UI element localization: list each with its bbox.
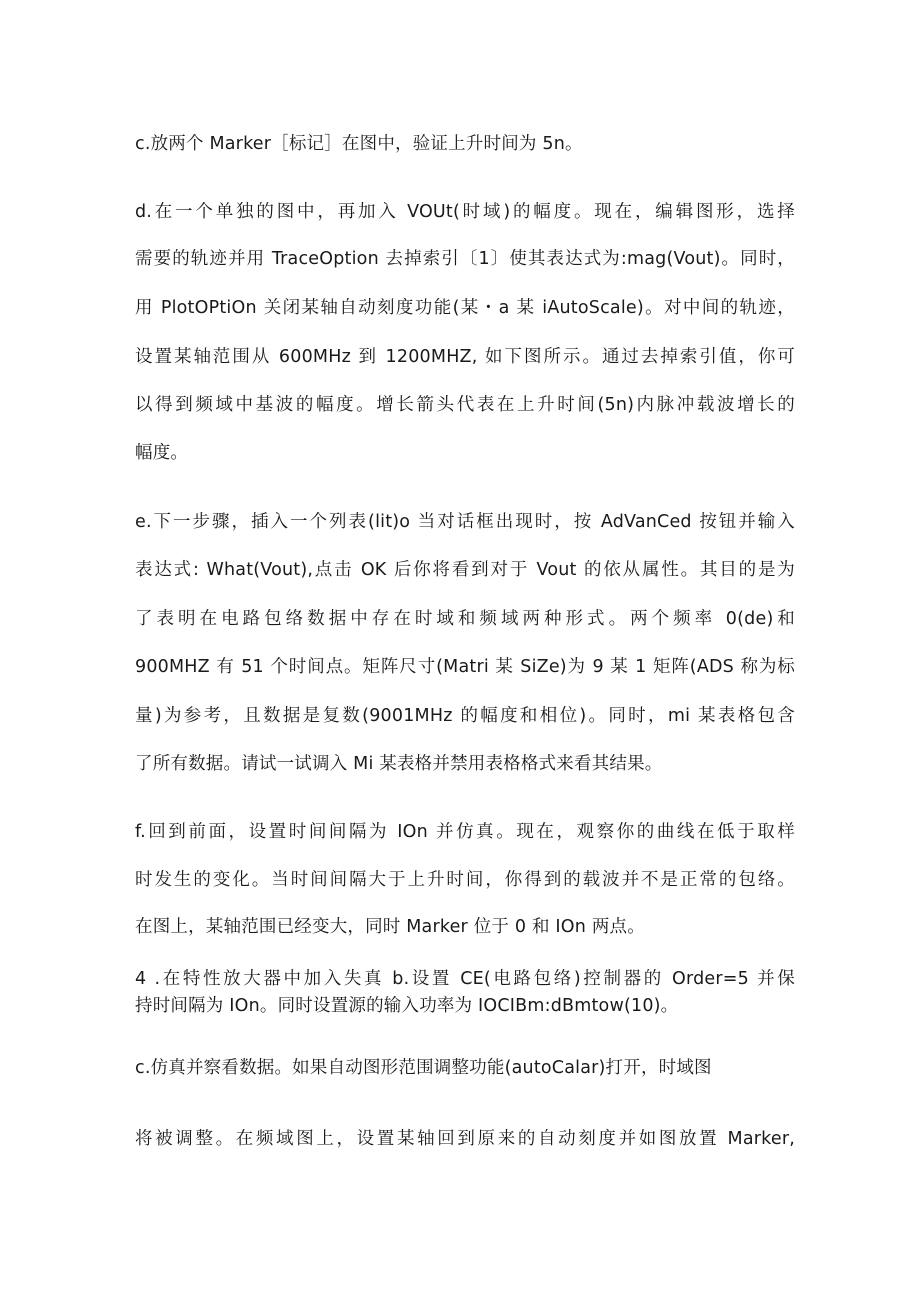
text-line-c-simulate: c.仿真并察看数据。如果自动图形范围调整功能(autoCalar)打开，时域图 bbox=[135, 1058, 712, 1078]
text-line-f-3: 在图上，某轴范围已经变大，同时 Marker 位于 0 和 IOn 两点。 bbox=[135, 917, 645, 937]
text-line-d-5: 以得到频域中基波的幅度。增长箭头代表在上升时间(5n)内脉冲载波增长的 bbox=[135, 395, 795, 415]
text-line-e-5: 量)为参考，且数据是复数(9001MHz 的幅度和相位)。同时，mi 某表格包含 bbox=[135, 706, 795, 726]
text-line-4-2: 持时间隔为 IOn。同时设置源的输入功率为 IOCIBm:dBmtow(10)。 bbox=[135, 996, 679, 1016]
text-line-e-3: 了表明在电路包络数据中存在时域和频域两种形式。两个频率 0(de)和 bbox=[135, 609, 795, 629]
text-line-f-2: 时发生的变化。当时间间隔大于上升时间，你得到的载波并不是正常的包络。 bbox=[135, 870, 795, 890]
text-line-d-4: 设置某轴范围从 600MHz 到 1200MHZ, 如下图所示。通过去掉索引值，你可 bbox=[135, 347, 795, 367]
text-line-d-2: 需要的轨迹并用 TraceOption 去掉索引〔1〕使其表达式为:mag(Vout)。同时， bbox=[135, 249, 795, 269]
text-line-4-1: 4 .在特性放大器中加入失真 b.设置 CE(电路包络)控制器的 Order=5 并保 bbox=[135, 969, 795, 989]
text-line-e-4: 900MHZ 有 51 个时间点。矩阵尺寸(Matri 某 SiZe)为 9 某 1 矩阵(ADS 称为标 bbox=[135, 657, 795, 677]
text-line-c-markers: c.放两个 Marker［标记］在图中，验证上升时间为 5n。 bbox=[135, 134, 583, 154]
text-line-f-1: f.回到前面，设置时间间隔为 IOn 并仿真。现在，观察你的曲线在低于取样 bbox=[135, 822, 795, 842]
text-line-e-2: 表达式: What(Vout),点击 OK 后你将看到对于 Vout 的依从属性。其目的是为 bbox=[135, 560, 795, 580]
text-line-d-3: 用 PlotOPtiOn 关闭某轴自动刻度功能(某・a 某 iAutoScale)。对中间的轨迹， bbox=[135, 298, 795, 318]
text-line-c-adjust: 将被调整。在频域图上，设置某轴回到原来的自动刻度并如图放置 Marker, bbox=[135, 1129, 795, 1149]
text-line-d-6: 幅度。 bbox=[135, 443, 189, 463]
text-line-d-1: d.在一个单独的图中，再加入 VOUt(时域)的幅度。现在，编辑图形，选择 bbox=[135, 202, 795, 222]
text-line-e-6: 了所有数据。请试一试调入 Mi 某表格并禁用表格格式来看其结果。 bbox=[135, 754, 663, 774]
text-line-e-1: e.下一步骤，插入一个列表(lit)o 当对话框出现时，按 AdVanCed 按钮并输入 bbox=[135, 512, 795, 532]
